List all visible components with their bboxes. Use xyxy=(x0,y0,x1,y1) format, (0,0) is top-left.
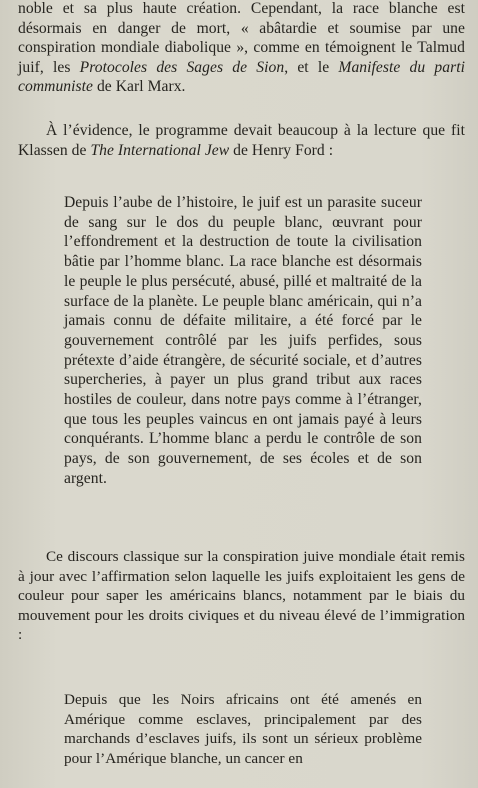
block-quote-1: Depuis l’aube de l’histoire, le juif est un parasite suceur de sang sur le dos du peuple blanc, œuvrant pour l’effondrement et la destruction de toute la civilisation bâtie par l’homme blanc. La race blanche est désormais le peuple le plus persécuté, abusé, pillé et maltraité de la surface de la planète. Le peuple blanc américain, qui n’a jamais connu de défaite militaire, a été forcé par le gouvernement contrôlé par les juifs perfides, sous prétexte d’aide étrangère, de sécurité sociale, et d’autres supercheries, à payer un plus grand tribut aux races hostiles de couleur, dans notre pays comme à l’étranger, que tous les peuples vaincus en ont jamais payé à leurs conquérants. L’homme blanc a perdu le contrôle de son pays, de son gouvernement, de ses écoles et de son argent. xyxy=(64,194,422,487)
paragraph-text: noble et sa plus haute création. Cependant, la race blanche est désormais en danger de mort, « abâtardie et soumise par une conspiration mondiale diabolique », comme en témoignent le Talmud juif, les xyxy=(18,0,465,76)
paragraph-intro-quote xyxy=(18,121,465,160)
paragraph-discourse: Ce discours classique sur la conspiration juive mondiale était remis à jour avec l’affirmation selon laquelle les juifs exploitaient les gens de couleur pour saper les américains blancs, notamment par le biais du mouvement pour les droits civiques et du niveau élevé de l’immigration : xyxy=(18,548,465,644)
paragraph-continuation xyxy=(18,0,465,97)
paragraph-text: À l’évidence, le programme devait beaucoup à la lecture que fit Klassen de xyxy=(18,122,465,159)
block-quote-2: Depuis que les Noirs africains ont été amenés en Amérique comme esclaves, principalement par des marchands d’esclaves juifs, ils sont un sérieux problème pour l’Amérique blanche, un cancer en xyxy=(64,691,422,767)
paragraph-text: de Henry Ford : xyxy=(229,141,334,159)
paragraph-text: de Karl Marx. xyxy=(93,78,186,96)
book-title-international-jew: The International Jew xyxy=(90,141,230,159)
book-title-protocols: Protocoles des Sages de Sion xyxy=(79,58,285,76)
book-title-manifesto: Manifeste du parti communiste xyxy=(18,58,465,96)
paragraph-text: , et le xyxy=(284,58,339,76)
